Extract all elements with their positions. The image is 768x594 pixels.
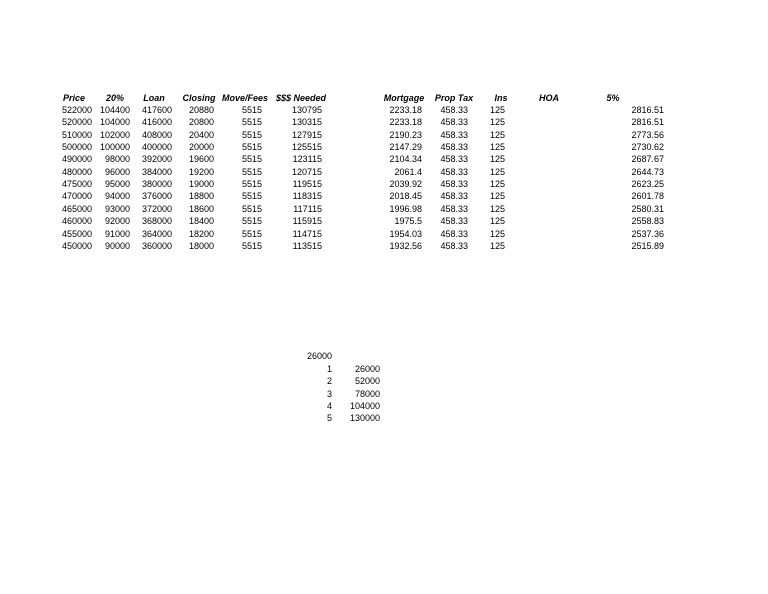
table-cell: 95000 bbox=[104, 179, 130, 190]
table-cell: 20880 bbox=[188, 105, 214, 115]
table-cell: 91000 bbox=[104, 228, 130, 239]
table-cell: 100000 bbox=[99, 142, 130, 153]
savings-year-cell: 2 bbox=[326, 376, 332, 387]
table-cell: 458.33 bbox=[440, 117, 468, 128]
table-cell: 94000 bbox=[104, 191, 130, 202]
table-cell: 490000 bbox=[61, 154, 92, 165]
table-cell: 376000 bbox=[141, 191, 172, 202]
savings-amount-cell: 52000 bbox=[354, 376, 380, 387]
table-cell: 2644.73 bbox=[631, 166, 664, 177]
table-cell: 125 bbox=[490, 216, 506, 227]
table-cell: 408000 bbox=[141, 129, 172, 140]
table-cell: 475000 bbox=[61, 179, 92, 190]
table-cell: 2730.62 bbox=[631, 142, 664, 153]
table-cell: 114715 bbox=[292, 228, 322, 239]
table-cell: 2018.45 bbox=[389, 191, 422, 202]
table-cell: 458.33 bbox=[440, 203, 468, 214]
table-cell: 2104.34 bbox=[389, 154, 422, 165]
table-cell: 458.33 bbox=[440, 129, 468, 140]
table-cell: 458.33 bbox=[440, 191, 468, 202]
table-cell: 458.33 bbox=[440, 166, 468, 177]
table-cell: 522000 bbox=[61, 105, 92, 115]
table-cell: 2687.67 bbox=[631, 154, 664, 165]
savings-amount-cell: 26000 bbox=[354, 364, 380, 374]
savings-amount-cell: 130000 bbox=[349, 413, 380, 424]
table-cell: 1932.56 bbox=[389, 240, 422, 251]
table-cell: 2623.25 bbox=[631, 179, 664, 190]
table-cell: 380000 bbox=[141, 179, 172, 190]
table-cell: 2039.92 bbox=[389, 179, 422, 190]
table-cell: 458.33 bbox=[440, 179, 468, 190]
table-cell: 5515 bbox=[241, 203, 262, 214]
table-cell: 2061.4 bbox=[394, 166, 422, 177]
table-cell: 2233.18 bbox=[389, 105, 422, 115]
table-cell: 120715 bbox=[291, 166, 322, 177]
table-cell: 520000 bbox=[61, 117, 92, 128]
table-cell: 510000 bbox=[61, 129, 92, 140]
column-header: Ins bbox=[494, 93, 508, 103]
table-cell: 2558.83 bbox=[631, 216, 664, 227]
table-cell: 18400 bbox=[188, 216, 214, 227]
table-cell: 104400 bbox=[99, 105, 130, 115]
table-cell: 125515 bbox=[291, 142, 322, 153]
table-cell: 2816.51 bbox=[631, 105, 664, 115]
table-cell: 90000 bbox=[104, 240, 130, 251]
table-cell: 104000 bbox=[99, 117, 130, 128]
table-cell: 125 bbox=[490, 203, 506, 214]
table-cell: 5515 bbox=[241, 228, 262, 239]
table-cell: 5515 bbox=[241, 105, 262, 115]
table-cell: 2147.29 bbox=[389, 142, 422, 153]
table-cell: 125 bbox=[490, 166, 506, 177]
table-cell: 130315 bbox=[291, 117, 322, 128]
table-cell: 465000 bbox=[61, 203, 92, 214]
table-cell: 384000 bbox=[141, 166, 172, 177]
table-cell: 364000 bbox=[141, 228, 172, 239]
table-cell: 2537.36 bbox=[631, 228, 664, 239]
table-cell: 458.33 bbox=[440, 228, 468, 239]
table-cell: 93000 bbox=[104, 203, 130, 214]
table-cell: 119515 bbox=[292, 179, 322, 190]
table-cell: 5515 bbox=[241, 154, 262, 165]
table-cell: 2233.18 bbox=[389, 117, 422, 128]
table-cell: 2816.51 bbox=[631, 117, 664, 128]
table-cell: 125 bbox=[490, 228, 506, 239]
table-cell: 458.33 bbox=[440, 105, 468, 115]
table-cell: 5515 bbox=[241, 179, 262, 190]
column-header: 20% bbox=[105, 93, 124, 103]
column-header: Price bbox=[62, 93, 86, 103]
table-cell: 2190.23 bbox=[389, 129, 422, 140]
table-cell: 125 bbox=[490, 240, 506, 251]
table-cell: 5515 bbox=[241, 117, 262, 128]
table-cell: 2515.89 bbox=[631, 240, 664, 251]
table-cell: 125 bbox=[490, 105, 506, 115]
table-cell: 130795 bbox=[291, 105, 322, 115]
column-header: Mortgage bbox=[383, 93, 425, 103]
table-cell: 98000 bbox=[104, 154, 130, 165]
table-cell: 125 bbox=[490, 179, 506, 190]
table-cell: 18600 bbox=[188, 203, 214, 214]
table-cell: 458.33 bbox=[440, 142, 468, 153]
table-cell: 5515 bbox=[241, 191, 262, 202]
table-cell: 500000 bbox=[61, 142, 92, 153]
table-cell: 92000 bbox=[104, 216, 130, 227]
savings-year-cell: 5 bbox=[326, 413, 332, 424]
table-cell: 2580.31 bbox=[631, 203, 664, 214]
table-cell: 400000 bbox=[141, 142, 172, 153]
table-cell: 96000 bbox=[104, 166, 130, 177]
table-cell: 5515 bbox=[241, 166, 262, 177]
table-cell: 5515 bbox=[241, 142, 262, 153]
table-cell: 5515 bbox=[241, 240, 262, 251]
savings-amount-cell: 78000 bbox=[354, 388, 380, 399]
table-cell: 368000 bbox=[141, 216, 172, 227]
column-header: Move/Fees bbox=[222, 93, 269, 103]
table-cell: 455000 bbox=[61, 228, 92, 239]
table-cell: 458.33 bbox=[440, 154, 468, 165]
table-cell: 417600 bbox=[141, 105, 172, 115]
table-cell: 102000 bbox=[99, 129, 130, 140]
table-cell: 1975.5 bbox=[394, 216, 422, 227]
table-cell: 480000 bbox=[61, 166, 92, 177]
table-cell: 18000 bbox=[188, 240, 214, 251]
table-cell: 125 bbox=[490, 142, 506, 153]
table-cell: 118315 bbox=[292, 191, 322, 202]
table-cell: 125 bbox=[490, 154, 506, 165]
table-cell: 458.33 bbox=[440, 216, 468, 227]
table-cell: 19200 bbox=[188, 166, 214, 177]
table-cell: 1954.03 bbox=[389, 228, 422, 239]
table-cell: 5515 bbox=[241, 216, 262, 227]
table-cell: 123115 bbox=[292, 154, 322, 165]
table-cell: 20800 bbox=[188, 117, 214, 128]
column-header: $$$ Needed bbox=[276, 93, 327, 103]
table-cell: 125 bbox=[490, 117, 506, 128]
savings-amount-cell: 104000 bbox=[349, 400, 380, 411]
column-header: Closing bbox=[182, 93, 216, 103]
table-cell: 392000 bbox=[141, 154, 172, 165]
table-cell: 2773.56 bbox=[631, 129, 664, 140]
column-header: Prop Tax bbox=[434, 93, 474, 103]
table-cell: 127915 bbox=[291, 129, 322, 140]
table-cell: 115915 bbox=[292, 216, 322, 227]
table-cell: 5515 bbox=[241, 129, 262, 140]
table-cell: 372000 bbox=[141, 203, 172, 214]
table-cell: 18200 bbox=[188, 228, 214, 239]
table-cell: 460000 bbox=[61, 216, 92, 227]
table-cell: 470000 bbox=[61, 191, 92, 202]
table-cell: 19600 bbox=[188, 154, 214, 165]
table-cell: 20400 bbox=[188, 129, 214, 140]
savings-year-cell: 4 bbox=[326, 400, 332, 411]
column-header: 5% bbox=[606, 93, 620, 103]
column-header: HOA bbox=[539, 93, 559, 103]
table-cell: 19000 bbox=[188, 179, 214, 190]
savings-year-cell: 3 bbox=[326, 388, 332, 399]
table-cell: 18800 bbox=[188, 191, 214, 202]
table-cell: 125 bbox=[490, 129, 506, 140]
table-cell: 1996.98 bbox=[389, 203, 422, 214]
savings-year-cell: 1 bbox=[326, 364, 332, 374]
table-cell: 458.33 bbox=[440, 240, 468, 251]
column-header: Loan bbox=[143, 93, 165, 103]
table-cell: 20000 bbox=[188, 142, 214, 153]
savings-base-value: 26000 bbox=[306, 351, 332, 361]
table-cell: 113515 bbox=[292, 240, 322, 251]
table-cell: 416000 bbox=[141, 117, 172, 128]
table-cell: 117115 bbox=[293, 203, 322, 214]
table-cell: 2601.78 bbox=[631, 191, 664, 202]
table-cell: 125 bbox=[490, 191, 506, 202]
table-cell: 450000 bbox=[61, 240, 92, 251]
table-cell: 360000 bbox=[141, 240, 172, 251]
